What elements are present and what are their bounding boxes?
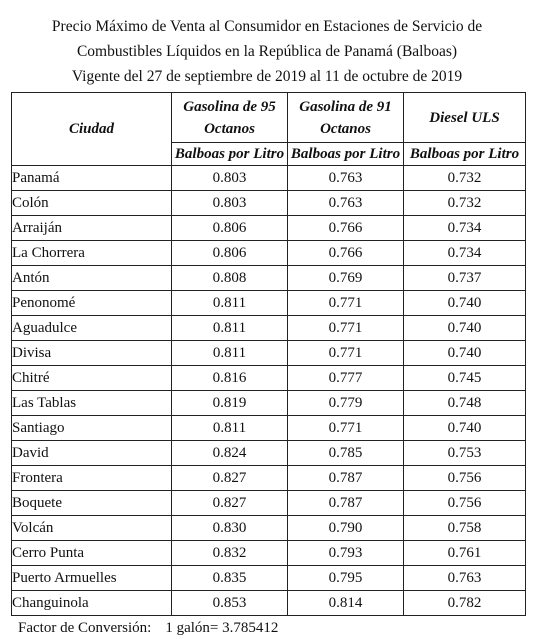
header-city: [12, 93, 172, 166]
city-cell: Volcán: [12, 516, 172, 541]
diesel-cell: 0.758: [404, 516, 526, 541]
gas95-cell: 0.830: [172, 516, 288, 541]
city-cell: Puerto Armuelles: [12, 566, 172, 591]
gas95-cell: 0.853: [172, 591, 288, 616]
conversion-factor: [18, 620, 278, 637]
diesel-cell: 0.756: [404, 491, 526, 516]
table-row: [12, 441, 526, 466]
gas95-cell: 0.832: [172, 541, 288, 566]
gas91-cell: 0.763: [288, 166, 404, 191]
diesel-cell: 0.740: [404, 416, 526, 441]
unit-diesel: Balboas por Litro: [404, 143, 526, 166]
header-gas95-line1: Gasolina de 95: [183, 98, 276, 115]
table-row: [12, 566, 526, 591]
city-cell: Cerro Punta: [12, 541, 172, 566]
gas91-cell: 0.790: [288, 516, 404, 541]
table-row: [12, 166, 526, 191]
table-row: [12, 416, 526, 441]
table-row: [12, 341, 526, 366]
table-row: [12, 541, 526, 566]
document-title: [0, 14, 534, 89]
city-cell: Divisa: [12, 341, 172, 366]
table-row: [12, 241, 526, 266]
gas91-cell: 0.793: [288, 541, 404, 566]
diesel-cell: 0.732: [404, 166, 526, 191]
table-row: [12, 266, 526, 291]
header-diesel: [404, 93, 526, 143]
city-cell: Santiago: [12, 416, 172, 441]
gas95-cell: 0.827: [172, 491, 288, 516]
city-cell: La Chorrera: [12, 241, 172, 266]
city-cell: Las Tablas: [12, 391, 172, 416]
gas95-cell: 0.803: [172, 166, 288, 191]
city-cell: Antón: [12, 266, 172, 291]
gas95-cell: 0.827: [172, 466, 288, 491]
city-cell: Frontera: [12, 466, 172, 491]
diesel-cell: 0.761: [404, 541, 526, 566]
gas95-cell: 0.819: [172, 391, 288, 416]
conversion-value: 1 galón= 3.785412: [165, 620, 279, 636]
gas91-cell: 0.771: [288, 416, 404, 441]
header-gas91-line2: Octanos: [320, 120, 371, 137]
table-row: [12, 391, 526, 416]
gas95-cell: 0.835: [172, 566, 288, 591]
table-row: [12, 366, 526, 391]
city-cell: Colón: [12, 191, 172, 216]
table-row: [12, 516, 526, 541]
gas91-cell: 0.777: [288, 366, 404, 391]
gas91-cell: 0.769: [288, 266, 404, 291]
diesel-cell: 0.734: [404, 241, 526, 266]
header-diesel-label: Diesel ULS: [429, 109, 500, 126]
table-row: [12, 316, 526, 341]
table-row: [12, 591, 526, 616]
city-cell: Boquete: [12, 491, 172, 516]
header-row: [12, 93, 526, 143]
city-cell: Arraiján: [12, 216, 172, 241]
diesel-cell: 0.732: [404, 191, 526, 216]
city-cell: Chitré: [12, 366, 172, 391]
unit-gas95: Balboas por Litro: [172, 143, 288, 166]
city-cell: Changuinola: [12, 591, 172, 616]
gas91-cell: 0.771: [288, 341, 404, 366]
city-cell: Aguadulce: [12, 316, 172, 341]
gas91-cell: 0.766: [288, 216, 404, 241]
city-cell: Panamá: [12, 166, 172, 191]
price-rows: [12, 166, 526, 616]
gas95-cell: 0.811: [172, 316, 288, 341]
gas95-cell: 0.806: [172, 216, 288, 241]
header-gas95: [172, 93, 288, 143]
gas91-cell: 0.795: [288, 566, 404, 591]
table-row: [12, 466, 526, 491]
conversion-label: Factor de Conversión:: [18, 620, 152, 636]
header-gas91-line1: Gasolina de 91: [299, 98, 392, 115]
header-city-label: Ciudad: [68, 121, 114, 137]
gas95-cell: 0.808: [172, 266, 288, 291]
diesel-cell: 0.745: [404, 366, 526, 391]
gas91-cell: 0.766: [288, 241, 404, 266]
gas95-cell: 0.803: [172, 191, 288, 216]
city-cell: David: [12, 441, 172, 466]
table-row: [12, 291, 526, 316]
table-row: [12, 491, 526, 516]
diesel-cell: 0.753: [404, 441, 526, 466]
gas91-cell: 0.771: [288, 291, 404, 316]
diesel-cell: 0.740: [404, 291, 526, 316]
gas91-cell: 0.779: [288, 391, 404, 416]
unit-gas91: Balboas por Litro: [288, 143, 404, 166]
diesel-cell: 0.737: [404, 266, 526, 291]
header-gas95-line2: Octanos: [204, 120, 255, 137]
table-row: [12, 191, 526, 216]
diesel-cell: 0.763: [404, 566, 526, 591]
gas95-cell: 0.806: [172, 241, 288, 266]
diesel-cell: 0.756: [404, 466, 526, 491]
gas91-cell: 0.787: [288, 491, 404, 516]
gas95-cell: 0.824: [172, 441, 288, 466]
city-cell: Penonomé: [12, 291, 172, 316]
title-line-3: Vigente del 27 de septiembre de 2019 al 11 de octubre de 2019: [71, 68, 463, 85]
title-line-2: Combustibles Líquidos en la República de Panamá (Balboas): [76, 43, 458, 60]
diesel-cell: 0.748: [404, 391, 526, 416]
gas95-cell: 0.811: [172, 291, 288, 316]
gas95-cell: 0.816: [172, 366, 288, 391]
diesel-cell: 0.734: [404, 216, 526, 241]
table-row: [12, 216, 526, 241]
title-line-1: Precio Máximo de Venta al Consumidor en Estaciones de Servicio de: [51, 18, 483, 35]
gas91-cell: 0.785: [288, 441, 404, 466]
diesel-cell: 0.740: [404, 341, 526, 366]
gas91-cell: 0.787: [288, 466, 404, 491]
gas95-cell: 0.811: [172, 341, 288, 366]
diesel-cell: 0.740: [404, 316, 526, 341]
gas95-cell: 0.811: [172, 416, 288, 441]
fuel-price-table: [11, 92, 526, 616]
header-gas91: [288, 93, 404, 143]
gas91-cell: 0.814: [288, 591, 404, 616]
diesel-cell: 0.782: [404, 591, 526, 616]
gas91-cell: 0.771: [288, 316, 404, 341]
gas91-cell: 0.763: [288, 191, 404, 216]
